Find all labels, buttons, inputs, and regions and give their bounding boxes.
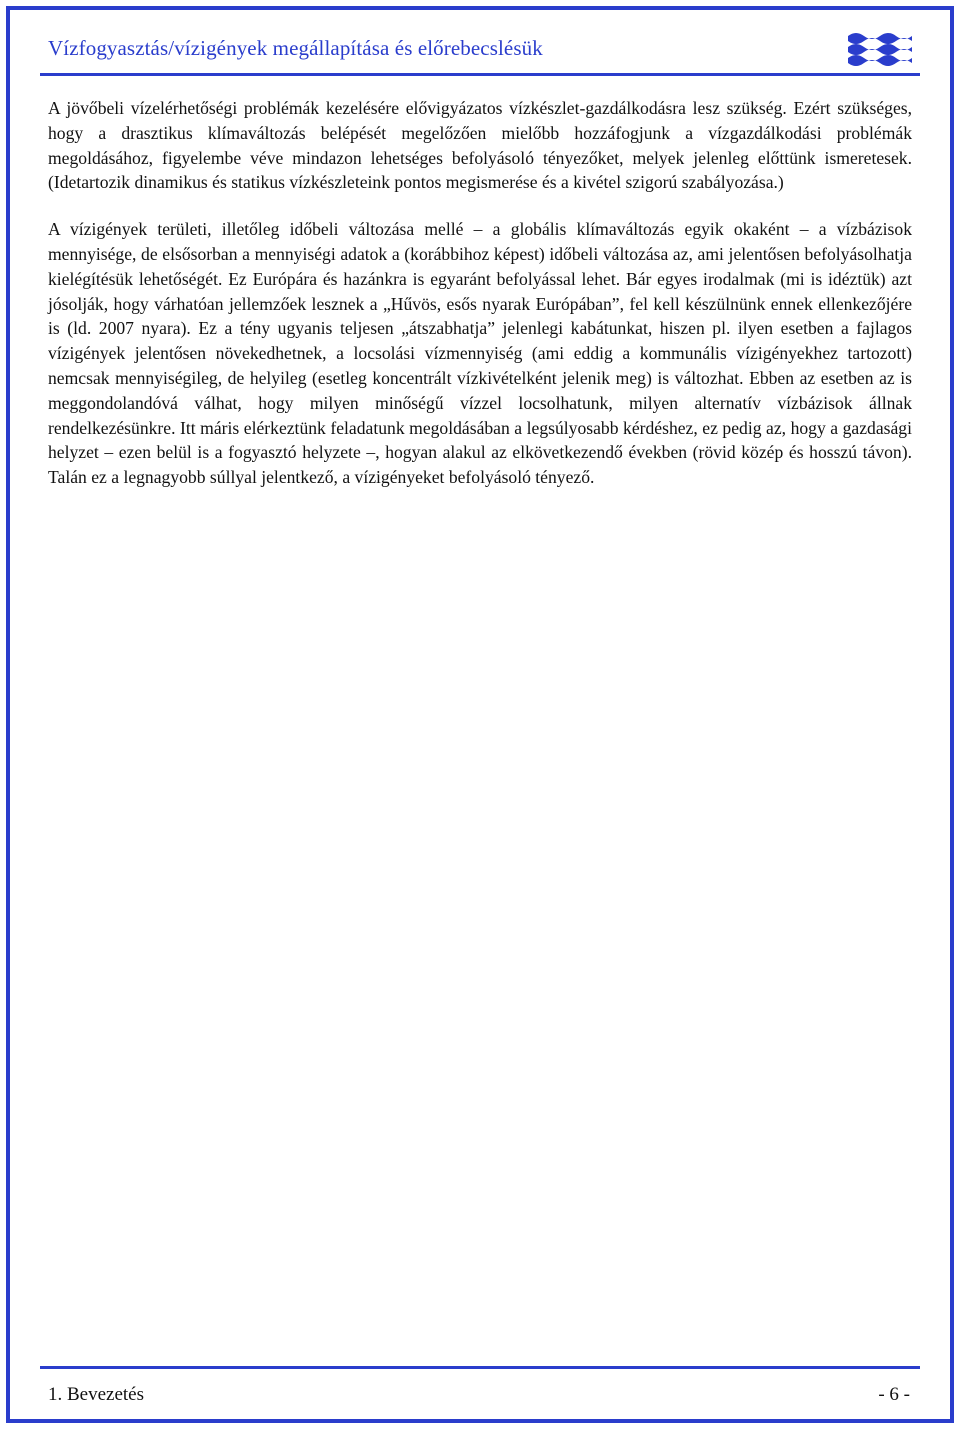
page-header (40, 30, 920, 76)
footer-divider (40, 1366, 920, 1369)
header-title: Vízfogyasztás/vízigények megállapítása és előrebecslésük (48, 36, 543, 60)
paragraph-1: A jövőbeli vízelérhetőségi problémák kezelésére elővigyázatos vízkészlet-gazdálkodásra lesz szükség. Ezért szükséges, hogy a drasztikus klímaváltozás belépését megelőzően mielőbb hozzáfogjunk a vízgazdálkodási problémák megoldásához, figyelembe véve mindazon lehetséges befolyásoló tényezőket, melyek jelenleg előttünk ismeretesek. (Idetartozik dinamikus és statikus vízkészleteink pontos megismerése és a kivétel szigorú szabályozása.) (48, 98, 912, 193)
page-number: - 6 - (878, 1384, 910, 1405)
page-footer (40, 1366, 920, 1416)
waves-icon (846, 30, 916, 68)
document-body (48, 96, 912, 512)
header-divider (40, 73, 920, 76)
footer-section-label: 1. Bevezetés (48, 1384, 145, 1405)
paragraph-2: A vízigények területi, illetőleg időbeli változása mellé – a globális klímaváltozás egyik okaként – a vízbázisok mennyisége, de elsősorban a mennyiségi adatok a (korábbihoz képest) időbeli változása az, ami jelentősen befolyásolhatja kielégítésük lehetőségét. Ez Európára és hazánkra is egyaránt befolyással lehet. Bár egyes irodalmak (mi is idéztük) azt jósolják, hogy várhatóan jellemzőek lesznek a „Hűvös, esős nyarak Európában”, fel kell készülnünk ennek ellenkezőjére is (ld. 2007 nyara). Ez a tény ugyanis teljesen „átszabhatja” jelenlegi kabátunkat, hiszen pl. ilyen esetben a fajlagos vízigények jelentősen növekedhetnek, a locsolási vízmennyiség (ami eddig a kommunális vízigényekhez tartozott) nemcsak mennyiségileg, de helyileg (esetleg koncentrált vízkivételként jelenik meg) is változhat. Ebben az esetben az is meggondolandóvá válhat, hogy milyen minőségű vízzel locsolhatunk, milyen alternatív vízbázisok állnak rendelkezésünkre. Itt máris elérkeztünk feladatunk megoldásában a legsúlyosabb kérdéshez, ez pedig az, hogy a gazdasági helyzet – ezen belül is a fogyasztó helyzete –, hogyan alakul az elkövetkezendő években (rövid közép és hosszú távon). Talán ez a legnagyobb súllyal jelentkező, a vízigényeket befolyásoló tényező. (48, 219, 912, 488)
